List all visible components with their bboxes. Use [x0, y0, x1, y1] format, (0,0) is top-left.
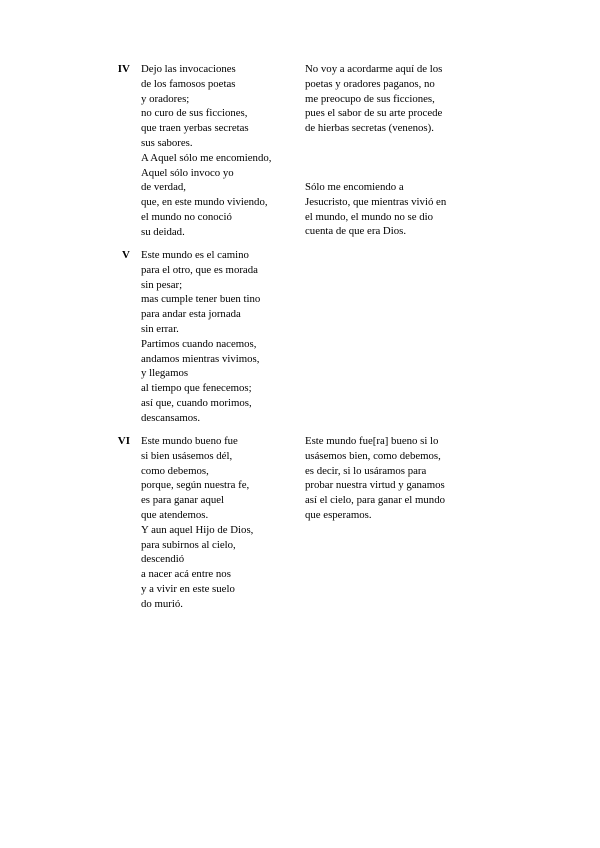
- verse-line: Dejo las invocaciones: [141, 63, 236, 75]
- verse-line: el mundo no conoció: [141, 210, 232, 223]
- prose-line: Sólo me encomiendo a: [305, 180, 404, 193]
- prose-line: que esperamos.: [305, 508, 372, 521]
- prose-line: me preocupo de sus ficciones,: [305, 92, 435, 105]
- prose-line: pues el sabor de su arte procede: [305, 107, 443, 120]
- stanza-numeral: VI: [117, 435, 130, 447]
- verse-line: sus sabores.: [141, 136, 193, 149]
- prose-line: así el cielo, para ganar el mundo: [305, 494, 446, 507]
- verse-line: para subirnos al cielo,: [141, 538, 236, 551]
- verse-line: y a vivir en este suelo: [141, 582, 235, 595]
- verse-line: de verdad,: [141, 181, 186, 194]
- verse-line: no curo de sus ficciones,: [141, 107, 248, 120]
- verse-line: al tiempo que fenecemos;: [141, 382, 252, 395]
- verse-line: así que, cuando morimos,: [141, 396, 252, 409]
- verse-line: es para ganar aquel: [141, 494, 225, 507]
- prose-line: poetas y oradores paganos, no: [305, 77, 435, 90]
- verse-line: de los famosos poetas: [141, 77, 236, 90]
- prose-line: es decir, si lo usáramos para: [305, 464, 427, 477]
- verse-line: como debemos,: [141, 464, 209, 477]
- verse-line: descansamos.: [141, 411, 201, 424]
- prose-line: el mundo, el mundo no se dio: [305, 210, 434, 223]
- prose-line: probar nuestra virtud y ganamos: [305, 479, 445, 492]
- verse-line: sin errar.: [141, 322, 179, 335]
- stanza-numeral: IV: [117, 63, 130, 75]
- verse-line: y oradores;: [141, 92, 190, 105]
- verse-line: a nacer acá entre nos: [141, 568, 231, 581]
- verse-line: sin pesar;: [141, 278, 183, 291]
- prose-line: usásemos bien, como debemos,: [305, 449, 441, 462]
- verse-line: Aquel sólo invoco yo: [141, 166, 234, 179]
- verse-line: Este mundo es el camino: [141, 249, 249, 261]
- verse-line: Y aun aquel Hijo de Dios,: [141, 523, 254, 536]
- prose-gap: [305, 136, 465, 180]
- prose-line: No voy a acordarme aquí de los: [305, 63, 443, 75]
- verse-line: y llegamos: [141, 367, 189, 380]
- verse-line: para andar esta jornada: [141, 308, 241, 321]
- verse-line: porque, según nuestra fe,: [141, 479, 250, 492]
- verse-block: [141, 248, 291, 426]
- verse-line: do murió.: [141, 597, 183, 610]
- verse-line: que atendemos.: [141, 508, 209, 521]
- verse-line: A Aquel sólo me encomiendo,: [141, 151, 272, 164]
- verse-line: mas cumple tener buen tino: [141, 293, 261, 306]
- verse-line: que traen yerbas secretas: [141, 122, 249, 135]
- verse-line: que, en este mundo viviendo,: [141, 196, 268, 209]
- prose-block: [305, 434, 465, 523]
- verse-line: para el otro, que es morada: [141, 263, 258, 276]
- verse-line: Partimos cuando nacemos,: [141, 337, 257, 350]
- verse-line: su deidad.: [141, 225, 185, 238]
- verse-line: si bien usásemos dél,: [141, 449, 233, 462]
- verse-block: [141, 434, 291, 612]
- verse-line: descendió: [141, 553, 185, 566]
- prose-line: Jesucristo, que mientras vivió en: [305, 195, 447, 208]
- stanza-numeral: V: [122, 249, 130, 261]
- verse-line: Este mundo bueno fue: [141, 435, 238, 447]
- verse-block: [141, 62, 291, 240]
- verse-line: andamos mientras vivimos,: [141, 352, 260, 365]
- prose-line: Este mundo fue[ra] bueno si lo: [305, 435, 439, 447]
- prose-line: cuenta de que era Dios.: [305, 225, 407, 238]
- prose-line: de hierbas secretas (venenos).: [305, 122, 434, 135]
- prose-block: [305, 62, 465, 239]
